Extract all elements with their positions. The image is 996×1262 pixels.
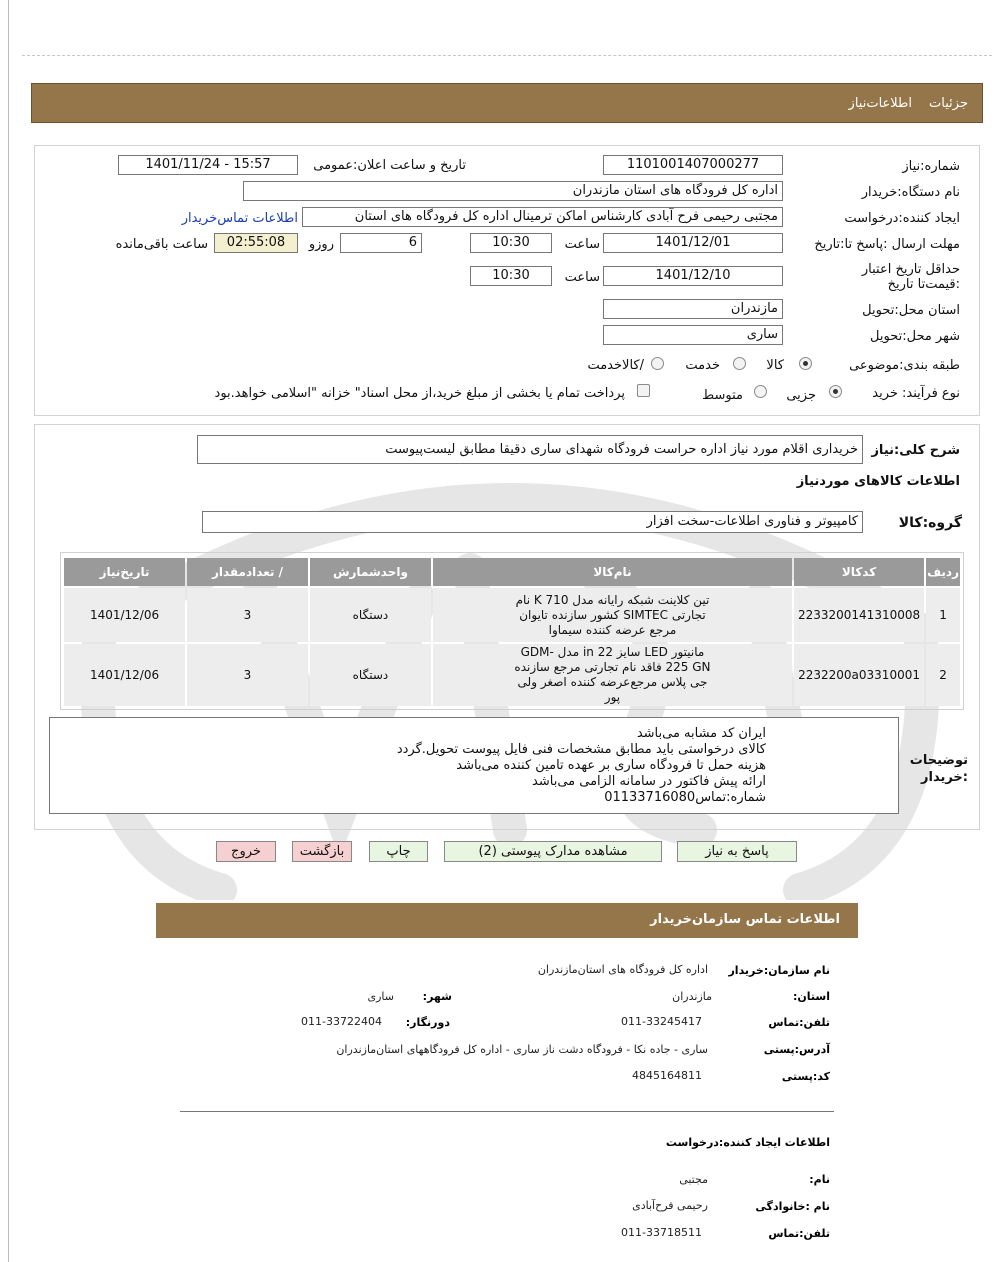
creator-family-label: نام :خانوادگی [755, 1200, 830, 1213]
goods-table [62, 556, 962, 708]
contact-address-value: ساری - جاده نکا - فرودگاه دشت ناز ساری - اداره کل فرودگاههای استان‌مازندران [336, 1043, 708, 1056]
cell-index: 2 [926, 644, 960, 706]
top-tab-bar [31, 83, 983, 123]
days-field: 6 [340, 233, 422, 253]
deadline-time-field: 10:30 [470, 233, 552, 253]
city-field: ساری [603, 325, 783, 345]
note-line: شماره:تماس01133716080 [604, 790, 766, 805]
exit-button[interactable]: خروج [216, 841, 276, 862]
contact-address-label: آدرس:پستی [763, 1043, 830, 1056]
radio-partial[interactable] [829, 385, 842, 398]
contact-province-value: مازندران [672, 990, 712, 1003]
col-header-name: نام‌کالا [433, 558, 792, 586]
deadline-label: مهلت ارسال :پاسخ تا:تاریخ [814, 237, 960, 252]
cell-code: 2232200a03310001 [794, 644, 924, 706]
radio-goods[interactable] [799, 357, 812, 370]
cell-qty: 3 [187, 644, 308, 706]
view-attachments-button[interactable]: مشاهده مدارک پیوستی (2) [444, 841, 662, 862]
deadline-time-word: ساعت [564, 237, 600, 252]
contact-divider [180, 1111, 834, 1112]
city-label: شهر محل:تحویل [870, 329, 960, 344]
col-header-qty: / تعدادمقدار [187, 558, 308, 586]
table-row [64, 644, 960, 706]
remaining-label: ساعت باقی‌مانده [115, 237, 208, 252]
radio-goods-service[interactable] [651, 357, 664, 370]
general-desc-field: خریداری اقلام مورد نیاز اداره حراست فرودگاه شهدای ساری دقیقا مطابق لیست‌پیوست [197, 435, 863, 464]
contact-org-value: اداره کل فرودگاه های استان‌مازندران [537, 963, 708, 976]
contact-postal-label: کد:پستی [781, 1070, 830, 1083]
creator-phone-label: تلفن:تماس [768, 1227, 830, 1240]
goods-group-field: کامپیوتر و فناوری اطلاعات-سخت افزار [202, 511, 863, 533]
creator-name-value: مجتبی [679, 1173, 708, 1186]
buyer-org-field: اداره کل فرودگاه های استان مازندران [243, 181, 783, 201]
contact-section-header [156, 903, 858, 938]
dotted-divider [22, 55, 992, 56]
radio-partial-label: جزیی [786, 388, 816, 403]
cell-unit: دستگاه [310, 588, 431, 642]
cell-date: 1401/12/06 [64, 644, 185, 706]
buyer-contact-link[interactable]: اطلاعات تماس‌خریدار [181, 211, 298, 226]
left-border-line [8, 0, 9, 1262]
cell-index: 1 [926, 588, 960, 642]
radio-medium[interactable] [754, 385, 767, 398]
min-valid-label: حداقل تاریخ اعتبار :قیمت‌تا تاریخ [861, 262, 960, 292]
radio-service[interactable] [733, 357, 746, 370]
creator-field: مجتبی رحیمی فرح آبادی کارشناس اماکن ترمینال اداره کل فرودگاه های استان [302, 207, 783, 227]
creator-family-value: رحیمی فرح‌آبادی [632, 1199, 708, 1212]
contact-org-label: نام سازمان:خریدار [728, 964, 830, 977]
cell-qty: 3 [187, 588, 308, 642]
tab-need-info[interactable]: اطلاعات‌نیاز [848, 96, 912, 111]
valid-date-field: 1401/12/10 [603, 266, 783, 286]
category-label: طبقه بندی:موضوعی [849, 358, 960, 373]
days-word: روزو [308, 237, 334, 252]
contact-phone-label: تلفن:تماس [768, 1016, 830, 1029]
cell-date: 1401/12/06 [64, 588, 185, 642]
buyer-notes-label: توضیحات :خریدار [909, 753, 968, 785]
goods-group-label: گروه:کالا [898, 515, 962, 531]
general-desc-label: شرح کلی:نیاز [871, 443, 960, 458]
contact-section-title: اطلاعات تماس سازمان‌خریدار [650, 912, 840, 927]
creator-phone-value: 011-33718511 [621, 1226, 702, 1239]
contact-postal-value: 4845164811 [632, 1069, 702, 1082]
note-line: ارائه پیش فاکتور در سامانه الزامی می‌باشد [532, 774, 766, 789]
contact-phone-value: 011-33245417 [621, 1015, 702, 1028]
contact-province-label: استان: [793, 990, 830, 1003]
creator-label: ایجاد کننده:درخواست [844, 211, 960, 226]
col-header-row-index: ردیف [926, 558, 960, 586]
treasury-payment-note: پرداخت تمام یا بخشی از مبلغ خرید،از محل اسناد" خزانه "اسلامی خواهد.بود [214, 386, 625, 401]
deadline-date-field: 1401/12/01 [603, 233, 783, 253]
print-button[interactable]: چاپ [369, 841, 428, 862]
buyer-notes-box [49, 717, 899, 814]
radio-medium-label: متوسط [702, 388, 743, 403]
contact-fax-label: دورنگار: [405, 1016, 450, 1029]
cell-name: مانیتور LED سایز 22 in مدل GDM-225 GN فاقد نام تجارتی مرجع سازنده جی پلاس مرجع‌عرضه کننده اصغر ولی پور [433, 644, 792, 706]
radio-service-label: خدمت [685, 358, 720, 373]
cell-code: 2233200141310008 [794, 588, 924, 642]
creator-name-label: نام: [809, 1173, 830, 1186]
creator-section-title: اطلاعات ایجاد کننده:درخواست [665, 1136, 830, 1149]
province-field: مازندران [603, 299, 783, 319]
col-header-unit: واحدشمارش [310, 558, 431, 586]
contact-fax-value: 011-33722404 [301, 1015, 382, 1028]
radio-goods-service-label: /کالاخدمت [587, 358, 644, 373]
note-line: ایران کد مشابه می‌باشد [636, 726, 766, 741]
back-button[interactable]: بازگشت [292, 841, 352, 862]
process-label: نوع فرآیند: خرید [872, 386, 960, 401]
reply-button[interactable]: پاسخ به نیاز [677, 841, 797, 862]
buyer-org-label: نام دستگاه:خریدار [861, 185, 960, 200]
announce-field: 1401/11/24 - 15:57 [118, 155, 298, 175]
treasury-payment-checkbox[interactable] [637, 384, 650, 397]
note-line: هزینه حمل تا فرودگاه ساری بر عهده تامین کننده می‌باشد [456, 758, 766, 773]
contact-city-label: شهر: [422, 990, 452, 1003]
cell-unit: دستگاه [310, 644, 431, 706]
valid-time-word: ساعت [564, 270, 600, 285]
table-row [64, 588, 960, 642]
province-label: استان محل:تحویل [862, 303, 960, 318]
valid-time-field: 10:30 [470, 266, 552, 286]
goods-info-title: اطلاعات کالاهای موردنیاز [796, 474, 960, 489]
note-line: کالای درخواستی باید مطابق مشخصات فنی فایل پیوست تحویل.گردد [396, 742, 766, 757]
remaining-time-field: 02:55:08 [214, 233, 298, 253]
cell-name: تین کلاینت شبکه رایانه مدل K 710 نام تجارتی SIMTEC کشور سازنده تایوان مرجع عرضه کننده سیماوا [433, 588, 792, 642]
contact-city-value: ساری [367, 990, 394, 1003]
announce-label: تاریخ و ساعت اعلان:عمومی [313, 158, 466, 173]
col-header-date: تاریخ‌نیاز [64, 558, 185, 586]
need-number-label: شماره:نیاز [902, 159, 960, 174]
need-number-field: 1101001407000277 [603, 155, 783, 175]
col-header-code: کدکالا [794, 558, 924, 586]
radio-goods-label: کالا [766, 358, 784, 373]
tab-details[interactable]: جزئیات [929, 96, 968, 111]
